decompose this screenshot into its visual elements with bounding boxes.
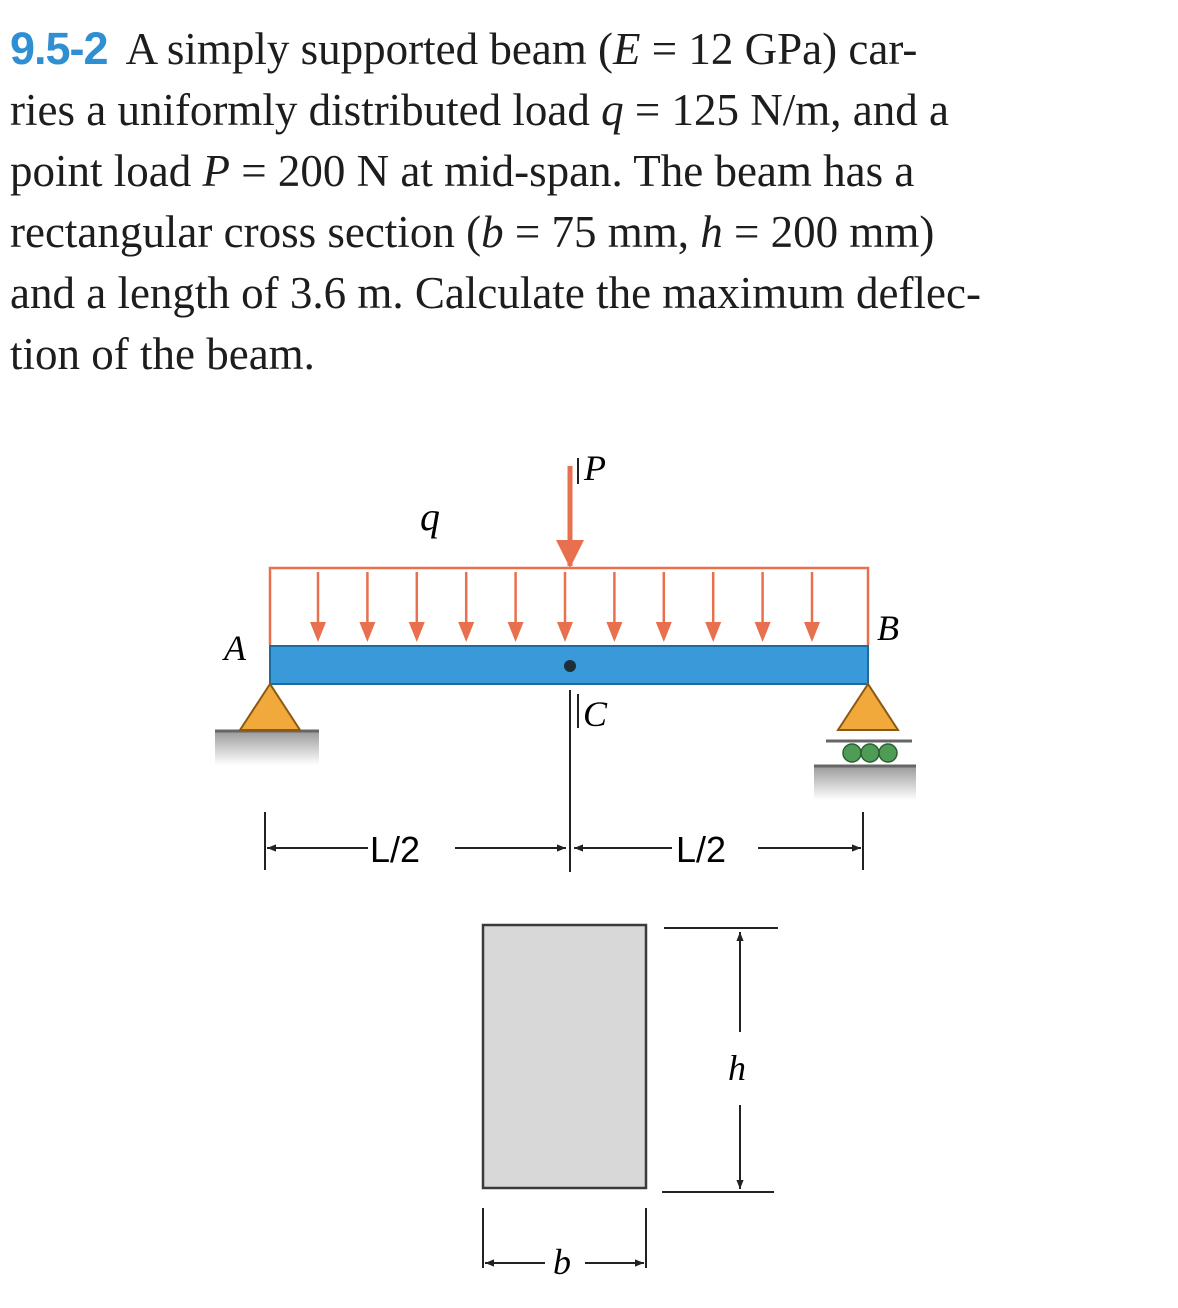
problem-line: ries a uniformly distributed load q = 125 N/m, and a: [10, 85, 949, 135]
label-q: q: [420, 494, 440, 539]
problem-line: 9.5-2 A simply supported beam (E = 12 GPa) car-: [10, 23, 918, 74]
load-arrowhead: [705, 622, 721, 642]
point-load: [556, 458, 584, 568]
support-b-triangle: [838, 684, 898, 730]
problem-line: and a length of 3.6 m. Calculate the maximum deflec-: [10, 268, 981, 318]
load-arrowhead: [310, 622, 326, 642]
problem-number: 9.5-2: [10, 23, 108, 74]
math-variable: E: [613, 24, 641, 74]
load-arrowhead: [359, 622, 375, 642]
distributed-load-arrows: [310, 572, 820, 642]
support-a-triangle: [240, 684, 300, 730]
load-arrowhead: [755, 622, 771, 642]
label-p: P: [584, 448, 606, 488]
load-arrowhead: [458, 622, 474, 642]
midspan-point-c: [564, 660, 576, 672]
load-arrowhead: [606, 622, 622, 642]
label-b-width: b: [553, 1242, 571, 1282]
math-variable: h: [700, 207, 723, 257]
distributed-load: [270, 568, 868, 645]
label-h: h: [728, 1048, 746, 1088]
label-a: A: [224, 628, 246, 668]
label-l-half-left: L/2: [370, 829, 421, 870]
problem-line: rectangular cross section (b = 75 mm, h = 200 mm): [10, 207, 935, 257]
label-l-half-right: L/2: [676, 829, 727, 870]
roller-3: [879, 744, 897, 762]
roller-2: [861, 744, 879, 762]
roller-1: [843, 744, 861, 762]
load-arrowhead: [508, 622, 524, 642]
cross-section-rect: [483, 925, 646, 1188]
support-b-roller: [814, 684, 916, 800]
problem-line: point load P = 200 N at mid-span. The beam has a: [10, 146, 915, 196]
math-variable: q: [601, 85, 624, 135]
cross-section: [483, 925, 778, 1268]
label-c: C: [583, 694, 608, 734]
load-arrowhead: [656, 622, 672, 642]
math-variable: b: [481, 207, 504, 257]
span-dimension: [265, 812, 863, 870]
load-arrowhead: [804, 622, 820, 642]
support-a-pin: [215, 684, 319, 765]
math-variable: P: [202, 146, 230, 196]
distributed-load-outline: [270, 568, 868, 645]
problem-line: tion of the beam.: [10, 329, 315, 379]
load-arrowhead: [409, 622, 425, 642]
load-arrowhead: [557, 622, 573, 642]
ground-a: [215, 731, 319, 765]
label-b-support: B: [877, 608, 899, 648]
ground-b: [814, 766, 916, 800]
point-load-arrowhead: [556, 540, 584, 568]
